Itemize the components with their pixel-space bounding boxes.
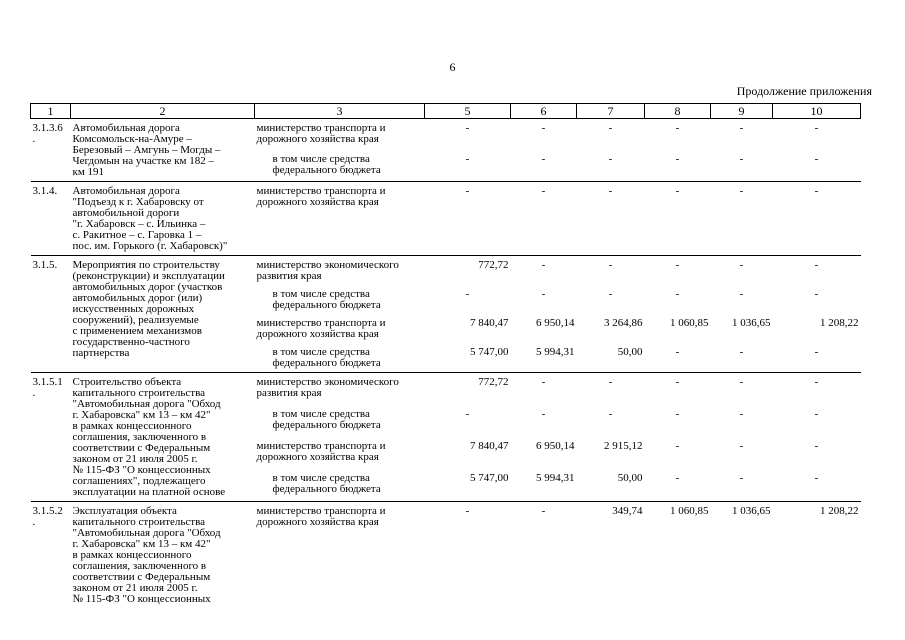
value-col-8: 1 060,85: [670, 317, 709, 329]
value-col-9: -: [711, 182, 773, 256]
continuation-label: Продолжение приложения: [736, 84, 872, 98]
responsible-party: министерство экономического развития края: [256, 259, 399, 282]
value-col-10: -: [773, 119, 861, 151]
value-col-6: 6 950,14: [536, 439, 575, 452]
col-header-7: 7: [577, 104, 645, 119]
value-col-6: -: [511, 373, 577, 406]
value-col-5: -: [465, 288, 470, 300]
value-col-9: 1 036,65: [732, 317, 771, 329]
value-col-7: 50,00: [617, 471, 643, 484]
responsible-cell: [255, 119, 425, 151]
value-col-10: -: [814, 408, 819, 421]
header-row: [31, 104, 861, 119]
value-col-7: 3 264,86: [604, 317, 643, 329]
value-col-10: 1 208,22: [773, 502, 861, 609]
page-number: 6: [449, 60, 456, 74]
value-col-6: -: [511, 119, 577, 151]
responsible-cell: [255, 469, 425, 502]
budget-table: [30, 103, 861, 608]
responsible-cell: [255, 314, 425, 343]
value-col-10: -: [814, 288, 819, 300]
value-col-9: -: [711, 119, 773, 151]
value-col-7: 50,00: [617, 346, 643, 358]
value-col-10: -: [814, 471, 819, 484]
value-col-6: -: [541, 408, 546, 421]
value-col-9: -: [739, 408, 744, 421]
value-col-6: -: [511, 502, 577, 609]
value-col-9: -: [711, 373, 773, 406]
value-col-10: 1 208,22: [820, 317, 859, 329]
responsible-cell: [255, 373, 425, 406]
value-col-5: 7 840,47: [470, 317, 509, 329]
responsible-party: в том числе средства федерального бюджета: [272, 346, 381, 369]
responsible-cell: [255, 437, 425, 469]
value-col-6: 5 994,31: [536, 471, 575, 484]
responsible-cell: [255, 502, 425, 609]
table-row: [31, 119, 861, 151]
value-col-10: -: [773, 182, 861, 256]
item-name: Мероприятия по строительству (реконструкции) и эксплуатации автомобильных дорог (участков автомобильных дорог (или) искусственных дорожных сооружений), реализуемые с применением механизмов государственно-частного партнерства: [71, 256, 255, 373]
item-code: 3.1.4.: [31, 182, 71, 256]
col-header-8: 8: [645, 104, 711, 119]
responsible-cell: [255, 182, 425, 256]
value-col-5: 5 747,00: [470, 471, 509, 484]
value-col-7: -: [608, 288, 613, 300]
value-col-9: -: [739, 439, 744, 452]
value-col-6: -: [511, 182, 577, 256]
value-col-5: 772,72: [425, 256, 511, 286]
responsible-party: министерство транспорта и дорожного хозяйства края: [256, 122, 386, 145]
value-col-9: -: [739, 153, 744, 165]
value-col-5: 7 840,47: [470, 439, 509, 452]
table-row: [31, 373, 861, 406]
responsible-party: министерство экономического развития края: [256, 376, 399, 399]
responsible-cell: [255, 285, 425, 314]
table-row: [31, 182, 861, 256]
value-col-8: -: [675, 439, 680, 452]
responsible-party: министерство транспорта и дорожного хозяйства края: [256, 439, 386, 463]
value-col-6: 6 950,14: [536, 317, 575, 329]
value-col-7: -: [577, 256, 645, 286]
value-col-6: -: [511, 256, 577, 286]
col-header-5: 5: [425, 104, 511, 119]
responsible-party: в том числе средства федерального бюджета: [272, 288, 381, 311]
value-col-10: -: [814, 153, 819, 165]
item-name: Автомобильная дорога Комсомольск-на-Амуре – Березовый – Амгунь – Могды – Чегдомын на участке км 182 – км 191: [71, 119, 255, 182]
col-header-9: 9: [711, 104, 773, 119]
value-col-8: -: [675, 471, 680, 484]
value-col-7: -: [577, 119, 645, 151]
col-header-10: 10: [773, 104, 861, 119]
value-col-9: 1 036,65: [711, 502, 773, 609]
value-col-5: 5 747,00: [470, 346, 509, 358]
responsible-cell: [255, 343, 425, 373]
value-col-8: -: [645, 256, 711, 286]
value-col-7: 2 915,12: [604, 439, 643, 452]
responsible-party: министерство транспорта и дорожного хозяйства края: [256, 505, 386, 528]
value-col-5: -: [425, 182, 511, 256]
col-header-2: 2: [71, 104, 255, 119]
responsible-party: в том числе средства федерального бюджета: [272, 471, 381, 495]
col-header-3: 3: [255, 104, 425, 119]
item-code: 3.1.5.1 .: [31, 373, 71, 502]
responsible-cell: [255, 256, 425, 286]
col-header-6: 6: [511, 104, 577, 119]
value-col-8: -: [675, 153, 680, 165]
value-col-6: -: [541, 288, 546, 300]
responsible-party: министерство транспорта и дорожного хозяйства края: [256, 317, 386, 340]
responsible-cell: [255, 150, 425, 182]
item-name: Автомобильная дорога "Подъезд к г. Хабаровску от автомобильной дороги "г. Хабаровск – с. Ильинка – с. Ракитное – с. Гаровка 1 – пос. им. Горького (г. Хабаровск)": [71, 182, 255, 256]
value-col-7: 349,74: [577, 502, 645, 609]
value-col-7: -: [577, 373, 645, 406]
value-col-10: -: [814, 439, 819, 452]
value-col-5: 772,72: [425, 373, 511, 406]
value-col-7: -: [577, 182, 645, 256]
table-row: [31, 256, 861, 286]
value-col-7: -: [608, 408, 613, 421]
value-col-10: -: [814, 346, 819, 358]
responsible-party: министерство транспорта и дорожного хозяйства края: [256, 185, 386, 208]
value-col-9: -: [739, 471, 744, 484]
responsible-party: в том числе средства федерального бюджета: [272, 153, 381, 176]
value-col-8: -: [645, 373, 711, 406]
value-col-8: -: [675, 346, 680, 358]
value-col-5: -: [465, 153, 470, 165]
value-col-9: -: [739, 346, 744, 358]
value-col-9: -: [739, 288, 744, 300]
value-col-10: -: [773, 373, 861, 406]
value-col-6: -: [541, 153, 546, 165]
responsible-party: в том числе средства федерального бюджета: [272, 408, 381, 432]
value-col-5: -: [465, 408, 470, 421]
value-col-8: -: [675, 288, 680, 300]
item-code: 3.1.3.6 .: [31, 119, 71, 182]
item-name: Строительство объекта капитального строительства "Автомобильная дорога "Обход г. Хабаровска" км 13 – км 42" в рамках концессионного соглашения, заключенного в соответствии с Федеральным законом от 21 июля 2005 г. № 115-ФЗ "О концессионных соглашениях", подлежащего эксплуатации на платной основе: [71, 373, 255, 502]
responsible-cell: [255, 405, 425, 437]
value-col-5: -: [425, 119, 511, 151]
value-col-8: -: [675, 408, 680, 421]
value-col-7: -: [608, 153, 613, 165]
item-code: 3.1.5.2 .: [31, 502, 71, 609]
value-col-9: -: [711, 256, 773, 286]
item-name: Эксплуатация объекта капитального строительства "Автомобильная дорога "Обход г. Хабаровска" км 13 – км 42" в рамках концессионного соглашения, заключенного в соответствии с Федеральным законом от 21 июля 2005 г. № 115-ФЗ "О концессионных: [71, 502, 255, 609]
item-code: 3.1.5.: [31, 256, 71, 373]
table-row: [31, 502, 861, 609]
value-col-8: -: [645, 119, 711, 151]
value-col-5: -: [425, 502, 511, 609]
value-col-8: -: [645, 182, 711, 256]
value-col-6: 5 994,31: [536, 346, 575, 358]
col-header-1: 1: [31, 104, 71, 119]
value-col-8: 1 060,85: [645, 502, 711, 609]
value-col-10: -: [773, 256, 861, 286]
